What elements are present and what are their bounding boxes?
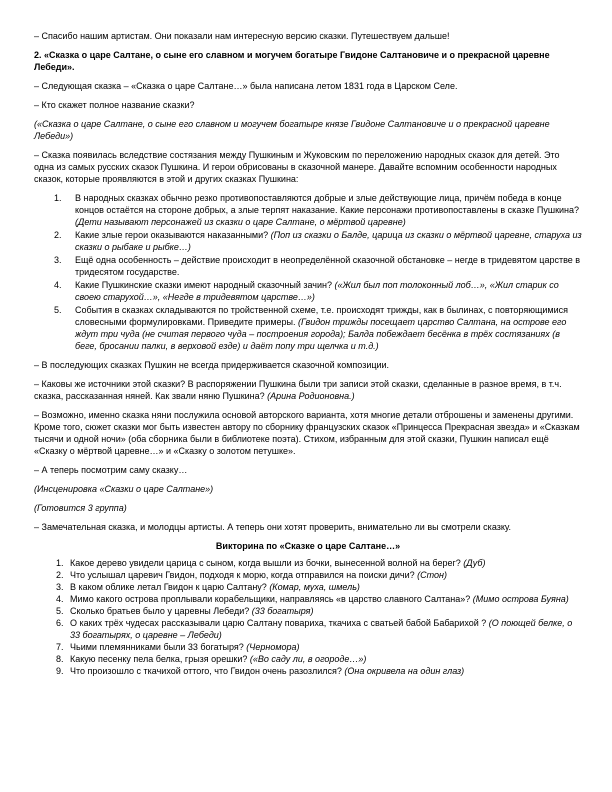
origin-paragraph: – Сказка появилась вследствие состязания между Пушкиным и Жуковским по переложению народных сказок для детей. Это одна из самых русских сказок Пушкина. И герои обрисованы в сказочной манере. Давайте вспомним особенности народных сказок, которые проявляются в этой и других сказках Пушкина: [34, 150, 560, 184]
feature-item: 5. События в сказках складываются по тройственной схеме, т.е. происходят трижды, как в былинах, с повторяющимися словесными формулировками. Приведите примеры. (Гвидон трижды посещает царство Салтана, на острове его ждут три чуда (не считая первого чуда – построения города); Балда побеждает бесёнка в трёх состязаниях (в беге, бросании палки, в верховой езде) и даёт попу три щелчка и т.д.) [54, 305, 568, 351]
quiz-item: 7. Чьими племянниками были 33 богатыря? (Черномора) [56, 642, 300, 652]
staging-note: (Инсценировка «Сказки о царе Салтане») [34, 484, 214, 494]
later-tales-text: – В последующих сказках Пушкин не всегда придерживается сказочной композиции. [34, 360, 390, 370]
look-at-tale-text: – А теперь посмотрим саму сказку… [34, 465, 188, 475]
quiz-item: 9. Что произошло с ткачихой оттого, что Гвидон очень разозлился? (Она окривела на один глаз) [56, 666, 465, 676]
quiz-item: 4. Мимо какого острова проплывали корабельщики, направляясь «в царство славного Салтана»? (Мимо острова Буяна) [56, 594, 569, 604]
quiz-item: 1. Какое дерево увидели царица с сыном, когда вышли из бочки, вынесенной волной на берег? (Дуб) [56, 558, 486, 568]
features-list [34, 192, 582, 352]
full-title-answer: («Сказка о царе Салтане, о сыне его славном и могучем богатыре князе Гвидоне Салтановиче и о прекрасной царевне Лебеди») [34, 119, 550, 141]
quiz-title: Викторина по «Сказке о царе Салтане…» [215, 541, 401, 551]
feature-item: 4. Какие Пушкинские сказки имеют народный сказочный зачин? («Жил был поп толоконный лоб…», «Жил старик со своею старухой…», «Негде в тридевятом царстве…») [54, 280, 559, 302]
section2-heading: 2. «Сказка о царе Салтане, о сыне его славном и могучем богатыре Гвидоне Салтановиче и о прекрасной царевне Лебеди». [34, 50, 550, 72]
sources-paragraph: – Каковы же источники этой сказки? В распоряжении Пушкина были три записи этой сказки, сделанные в разное время, в т.ч. сказка, рассказанная няней. Как звали няню Пушкина? (Арина Родионовна.) [34, 379, 562, 401]
nanny-paragraph: – Возможно, именно сказка няни послужила основой авторского варианта, хотя многие детали отброшены и заменены другими. Кроме того, сюжет сказки мог быть известен автору по сборнику французских сказок «Принцесса Прекрасная звезда» и «Сказкам тысячи и одной ночи» (оба сборника были в библиотеке поэта). Стихом, избранным для этой сказки, Пушкин написал ещё «Сказку о мёртвой царевне…» и «Сказку о золотом петушке». [34, 410, 580, 456]
quiz-item: 5. Сколько братьев было у царевны Лебеди? (33 богатыря) [56, 606, 314, 616]
feature-item: 3. Ещё одна особенность – действие происходит в неопределённой сказочной обстановке – негде в тридевятом царстве в тридесятом государстве. [54, 255, 581, 277]
quiz-item: 3. В каком облике летал Гвидон к царю Салтану? (Комар, муха, шмель) [56, 582, 360, 592]
quiz-item: 2. Что услышал царевич Гвидон, подходя к морю, когда отправился на поиски дичи? (Стон) [56, 570, 447, 580]
quiz-item: 6. О каких трёх чудесах рассказывали царю Салтану повариха, ткачиха с сватьей бабой Бабарихой ? (О поющей белке, о 33 богатырях, о царевне – Лебеди) [56, 618, 573, 640]
artists-check-text: – Замечательная сказка, и молодцы артисты. А теперь они хотят проверить, внимательно ли вы смотрели сказку. [34, 522, 511, 532]
full-title-question: – Кто скажет полное название сказки? [34, 100, 195, 110]
next-tale-text: – Следующая сказка – «Сказка о царе Салтане…» была написана летом 1831 года в Царском Селе. [34, 81, 458, 91]
group-note: (Готовится 3 группа) [34, 503, 127, 513]
quiz-item: 8. Какую песенку пела белка, грызя орешки? («Во саду ли, в огороде…») [56, 654, 367, 664]
feature-item: 2. Какие злые герои оказываются наказанными? (Поп из сказки о Балде, царица из сказки о мёртвой царевне, старуха из сказки о рыбаке и рыбке…) [54, 230, 582, 252]
quiz-list [34, 557, 582, 677]
feature-item: 1. В народных сказках обычно резко противопоставляются добрые и злые действующие лица, причём победа в конце концов остаётся на стороне добрых, а злые терпят наказание. Какие персонажи противопоставлены в сказке Пушкина? (Дети называют персонажей из сказки о царе Салтане, о мёртвой царевне) [54, 193, 580, 227]
intro-thanks: – Спасибо нашим артистам. Они показали нам интересную версию сказки. Путешествуем дальше! [34, 31, 450, 41]
